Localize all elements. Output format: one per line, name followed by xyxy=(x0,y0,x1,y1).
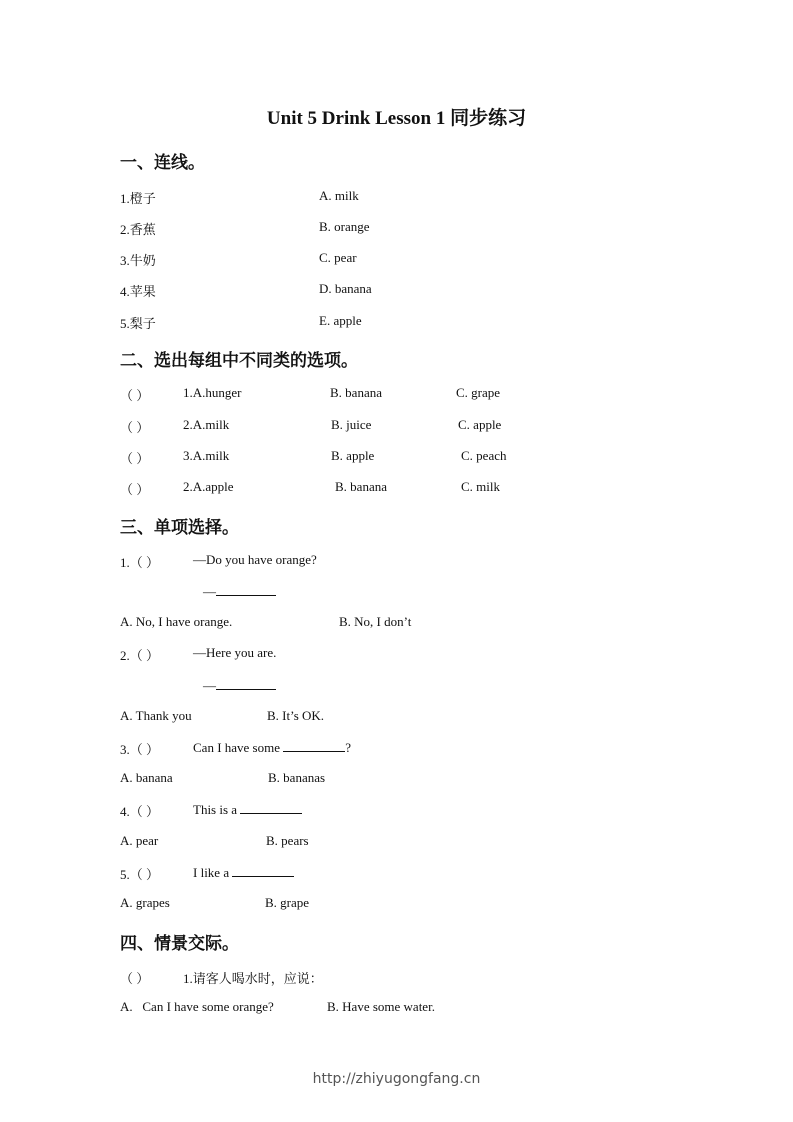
question-text: This is a xyxy=(193,802,238,817)
question-number: 1.（ ） xyxy=(120,555,160,570)
option-a: 2.A.milk xyxy=(183,417,230,432)
option-b: B. apple xyxy=(331,448,375,463)
option-a: A. No, I have orange. xyxy=(120,614,233,629)
option-a: A. banana xyxy=(120,770,173,785)
option-c: C. milk xyxy=(461,479,501,494)
option-c: C. apple xyxy=(458,417,502,432)
answer-blank xyxy=(240,801,302,814)
option-b: B. banana xyxy=(335,479,387,494)
option-b: B. bananas xyxy=(268,770,326,785)
option-a: 2.A.apple xyxy=(183,479,234,494)
page-title: Unit 5 Drink Lesson 1 同步练习 xyxy=(266,108,527,129)
match-right-item: D. banana xyxy=(319,281,372,296)
option-b: B. juice xyxy=(331,417,372,432)
answer-paren: （ ） xyxy=(120,971,150,986)
answer-blank xyxy=(216,677,276,690)
match-left-item: 2.香蕉 xyxy=(120,222,156,237)
option-a: 1.A.hunger xyxy=(183,385,242,400)
option-b: B. grape xyxy=(265,895,310,910)
question-text: Can I have some xyxy=(193,740,281,755)
footer-url: http://zhiyugongfang.cn xyxy=(312,1071,481,1087)
reply-dash: — xyxy=(203,678,216,693)
question-number: 5.（ ） xyxy=(120,867,160,882)
reply-line xyxy=(203,677,276,694)
match-right-item: A. milk xyxy=(319,188,359,203)
match-right-item: C. pear xyxy=(319,250,357,265)
answer-blank xyxy=(283,739,345,752)
question-line xyxy=(193,739,351,756)
section4-heading: 四、情景交际。 xyxy=(120,934,239,954)
question-text: 1.请客人喝水时，应说： xyxy=(183,971,323,986)
question-number: 2.（ ） xyxy=(120,648,160,663)
match-left-item: 1.橙子 xyxy=(120,191,156,206)
question-line xyxy=(193,801,302,818)
option-a: A. Can I have some orange? xyxy=(120,999,274,1014)
option-a: A. Thank you xyxy=(120,708,192,723)
question-text: —Here you are. xyxy=(193,645,277,660)
option-b: B. pears xyxy=(266,833,309,848)
section2-heading: 二、选出每组中不同类的选项。 xyxy=(120,351,358,371)
option-b: B. It’s OK. xyxy=(267,708,325,723)
question-number: 3.（ ） xyxy=(120,742,160,757)
match-left-item: 5.梨子 xyxy=(120,316,156,331)
option-c: C. peach xyxy=(461,448,507,463)
match-right-item: B. orange xyxy=(319,219,370,234)
question-line xyxy=(193,864,294,881)
option-a: A. pear xyxy=(120,833,159,848)
question-mark: ? xyxy=(345,740,352,755)
section1-heading: 一、连线。 xyxy=(120,153,205,173)
option-a: 3.A.milk xyxy=(183,448,230,463)
option-a: A. grapes xyxy=(120,895,170,910)
reply-dash: — xyxy=(203,584,216,599)
question-text: —Do you have orange? xyxy=(193,552,317,567)
answer-blank xyxy=(216,583,276,596)
match-left-item: 4.苹果 xyxy=(120,284,156,299)
answer-paren: （ ） xyxy=(120,420,150,435)
question-text: I like a xyxy=(193,865,230,880)
answer-paren: （ ） xyxy=(120,451,150,466)
match-left-item: 3.牛奶 xyxy=(120,253,156,268)
answer-blank xyxy=(232,864,294,877)
option-c: C. grape xyxy=(456,385,501,400)
reply-line xyxy=(203,583,276,600)
answer-paren: （ ） xyxy=(120,482,150,497)
section3-heading: 三、单项选择。 xyxy=(120,518,239,538)
match-right-item: E. apple xyxy=(319,313,362,328)
option-b: B. banana xyxy=(330,385,382,400)
option-b: B. No, I don’t xyxy=(339,614,412,629)
option-b: B. Have some water. xyxy=(327,999,435,1014)
answer-paren: （ ） xyxy=(120,388,150,403)
question-number: 4.（ ） xyxy=(120,804,160,819)
